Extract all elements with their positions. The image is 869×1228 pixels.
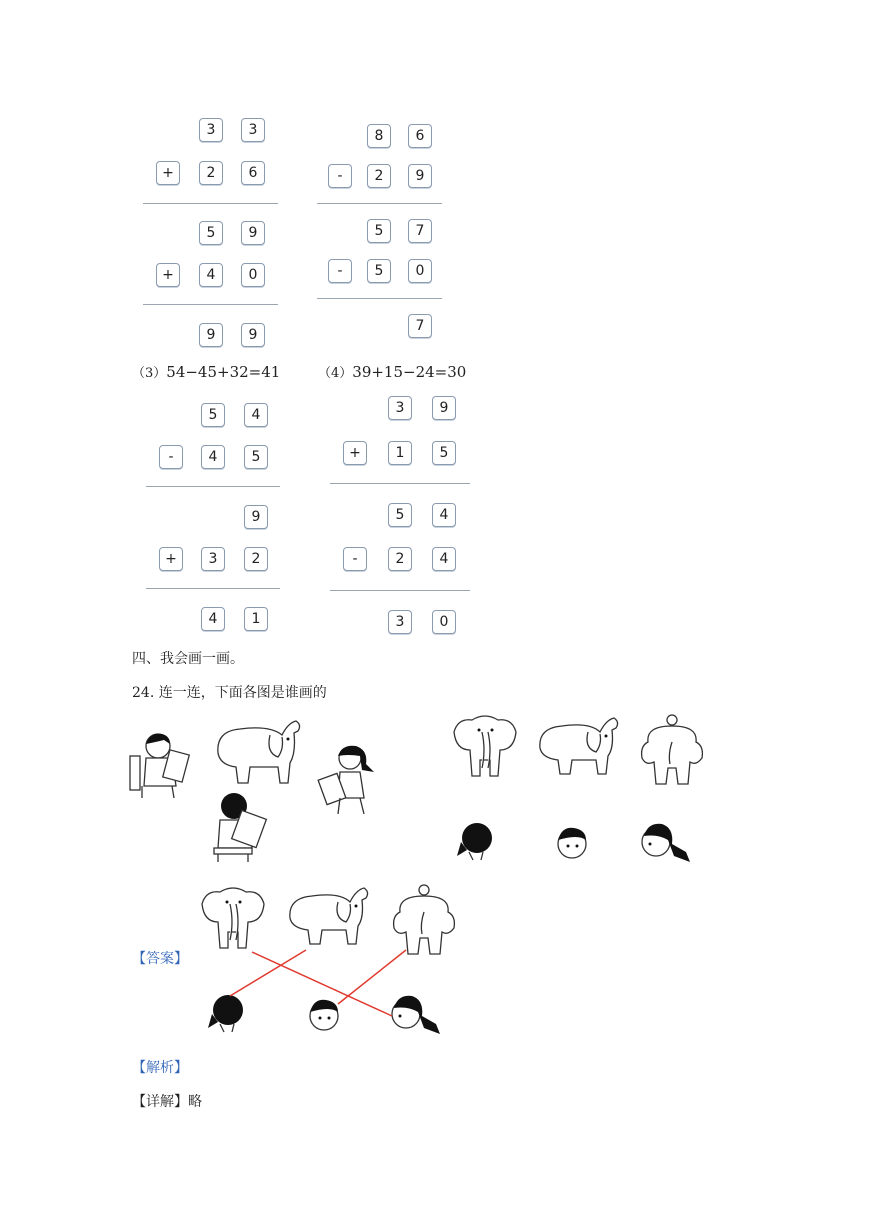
- digit-box: 5: [367, 259, 391, 283]
- section-heading: 四、我会画一画。: [132, 651, 244, 667]
- digit-box: 4: [244, 403, 268, 427]
- equation-text: 54−45+32=41: [166, 363, 281, 381]
- digit-box: 2: [388, 547, 412, 571]
- digit-box: 1: [244, 607, 268, 631]
- connect-line: [252, 952, 392, 1016]
- digit-box: 0: [408, 259, 432, 283]
- digit-box: 9: [241, 221, 265, 245]
- digit-box: 2: [199, 161, 223, 185]
- digit-box: 7: [408, 314, 432, 338]
- operator-box: +: [156, 161, 180, 185]
- analysis-label: 【解析】: [132, 1060, 188, 1076]
- detail-label: 【详解】: [132, 1094, 188, 1110]
- operator-box: -: [328, 259, 352, 283]
- operator-box: +: [343, 441, 367, 465]
- digit-box: 8: [367, 124, 391, 148]
- equation-text: 39+15−24=30: [352, 363, 467, 381]
- digit-box: 5: [201, 403, 225, 427]
- operator-box: +: [159, 547, 183, 571]
- digit-box: 2: [244, 547, 268, 571]
- digit-box: 4: [432, 547, 456, 571]
- digit-box: 4: [201, 445, 225, 469]
- digit-box: 9: [408, 164, 432, 188]
- digit-box: 9: [199, 323, 223, 347]
- operator-box: -: [343, 547, 367, 571]
- digit-box: 4: [199, 263, 223, 287]
- digit-box: 3: [388, 610, 412, 634]
- digit-box: 0: [241, 263, 265, 287]
- answer-label: 【答案】: [132, 951, 188, 967]
- operator-box: +: [156, 263, 180, 287]
- digit-box: 6: [241, 161, 265, 185]
- digit-box: 5: [367, 219, 391, 243]
- detail-text: 略: [188, 1094, 202, 1110]
- connect-line: [338, 950, 406, 1004]
- digit-box: 2: [367, 164, 391, 188]
- digit-box: 3: [241, 118, 265, 142]
- digit-box: 3: [388, 396, 412, 420]
- digit-box: 6: [408, 124, 432, 148]
- digit-box: 3: [201, 547, 225, 571]
- digit-box: 9: [244, 505, 268, 529]
- digit-box: 5: [244, 445, 268, 469]
- digit-box: 3: [199, 118, 223, 142]
- digit-box: 4: [201, 607, 225, 631]
- digit-box: 4: [432, 503, 456, 527]
- digit-box: 5: [199, 221, 223, 245]
- digit-box: 5: [388, 503, 412, 527]
- detail-row: [132, 1091, 202, 1111]
- digit-box: 9: [432, 396, 456, 420]
- operator-box: -: [328, 164, 352, 188]
- digit-box: 5: [432, 441, 456, 465]
- digit-box: 0: [432, 610, 456, 634]
- question-24: 24. 连一连，下面各图是谁画的: [132, 685, 327, 701]
- digit-box: 7: [408, 219, 432, 243]
- digit-box: 1: [388, 441, 412, 465]
- operator-box: -: [159, 445, 183, 469]
- digit-box: 9: [241, 323, 265, 347]
- connect-line: [230, 950, 306, 996]
- problem-label: （3）: [132, 366, 167, 381]
- problem-label: （4）: [318, 366, 353, 381]
